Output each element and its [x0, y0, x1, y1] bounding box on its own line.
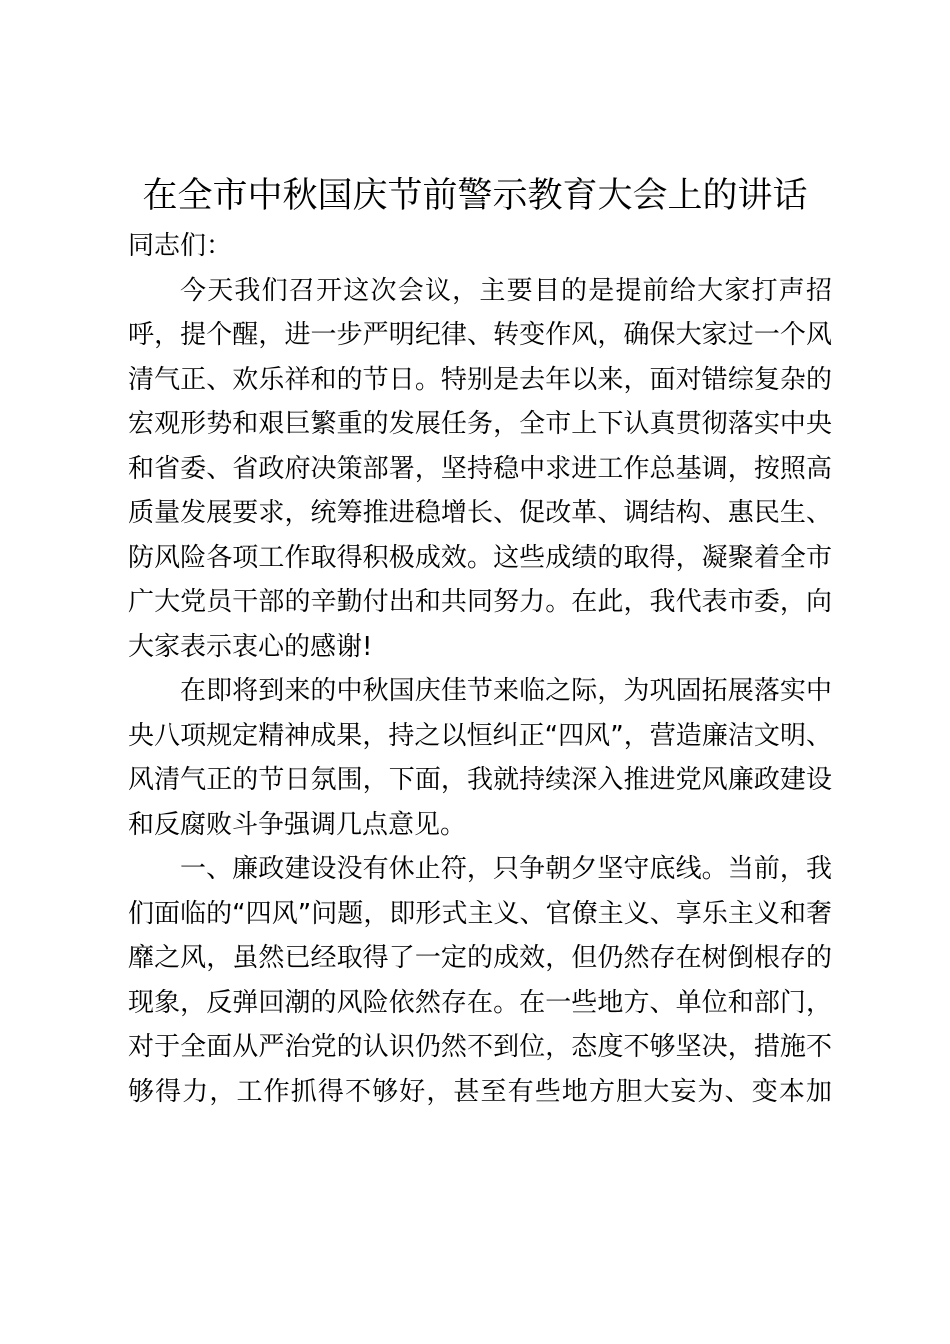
- paragraph-3: [128, 847, 832, 1114]
- paragraph-line: 呼，提个醒，进一步严明纪律、转变作风，确保大家过一个风: [128, 320, 832, 350]
- paragraph-line: 靡之风，虽然已经取得了一定的成效，但仍然存在树倒根存的: [128, 943, 832, 973]
- paragraph-line: 今天我们召开这次会议，主要目的是提前给大家打声招: [180, 275, 832, 306]
- paragraph-line: 广大党员干部的辛勤付出和共同努力。在此，我代表市委，向: [128, 587, 832, 617]
- paragraph-1: [128, 269, 832, 670]
- paragraph-line: 防风险各项工作取得积极成效。这些成绩的取得，凝聚着全市: [128, 542, 832, 573]
- paragraph-line: 在即将到来的中秋国庆佳节来临之际，为巩固拓展落实中: [180, 676, 832, 706]
- document-title: 在全市中秋国庆节前警示教育大会上的讲话: [142, 176, 808, 216]
- paragraph-line: 央八项规定精神成果，持之以恒纠正“四风”，营造廉洁文明、: [128, 720, 832, 751]
- paragraph-2: [128, 669, 832, 847]
- paragraph-line: 对于全面从严治党的认识仍然不到位，态度不够坚决，措施不: [128, 1032, 832, 1062]
- salutation: 同志们：: [128, 231, 233, 261]
- paragraph-line: 和反腐败斗争强调几点意见。: [128, 809, 467, 840]
- paragraph-line: 和省委、省政府决策部署，坚持稳中求进工作总基调，按照高: [128, 453, 832, 484]
- paragraph-line: 现象，反弹回潮的风险依然存在。在一些地方、单位和部门，: [128, 987, 832, 1018]
- paragraph-line: 们面临的“四风”问题，即形式主义、官僚主义、享乐主义和奢: [128, 898, 832, 929]
- paragraph-line: 风清气正的节日氛围，下面，我就持续深入推进党风廉政建设: [128, 765, 832, 795]
- paragraph-line: 质量发展要求，统筹推进稳增长、促改革、调结构、惠民生、: [128, 498, 832, 528]
- document-body: [128, 224, 832, 1114]
- paragraph-line: 大家表示衷心的感谢!: [128, 631, 373, 662]
- paragraph-line: 清气正、欢乐祥和的节日。特别是去年以来，面对错综复杂的: [128, 364, 832, 395]
- section-heading-line: 一、廉政建设没有休止符，只争朝夕坚守底线。当前，我: [180, 854, 832, 884]
- paragraph-line: 宏观形势和艰巨繁重的发展任务，全市上下认真贯彻落实中央: [128, 409, 832, 439]
- paragraph-line: 够得力，工作抓得不够好，甚至有些地方胆大妄为、变本加: [128, 1076, 832, 1107]
